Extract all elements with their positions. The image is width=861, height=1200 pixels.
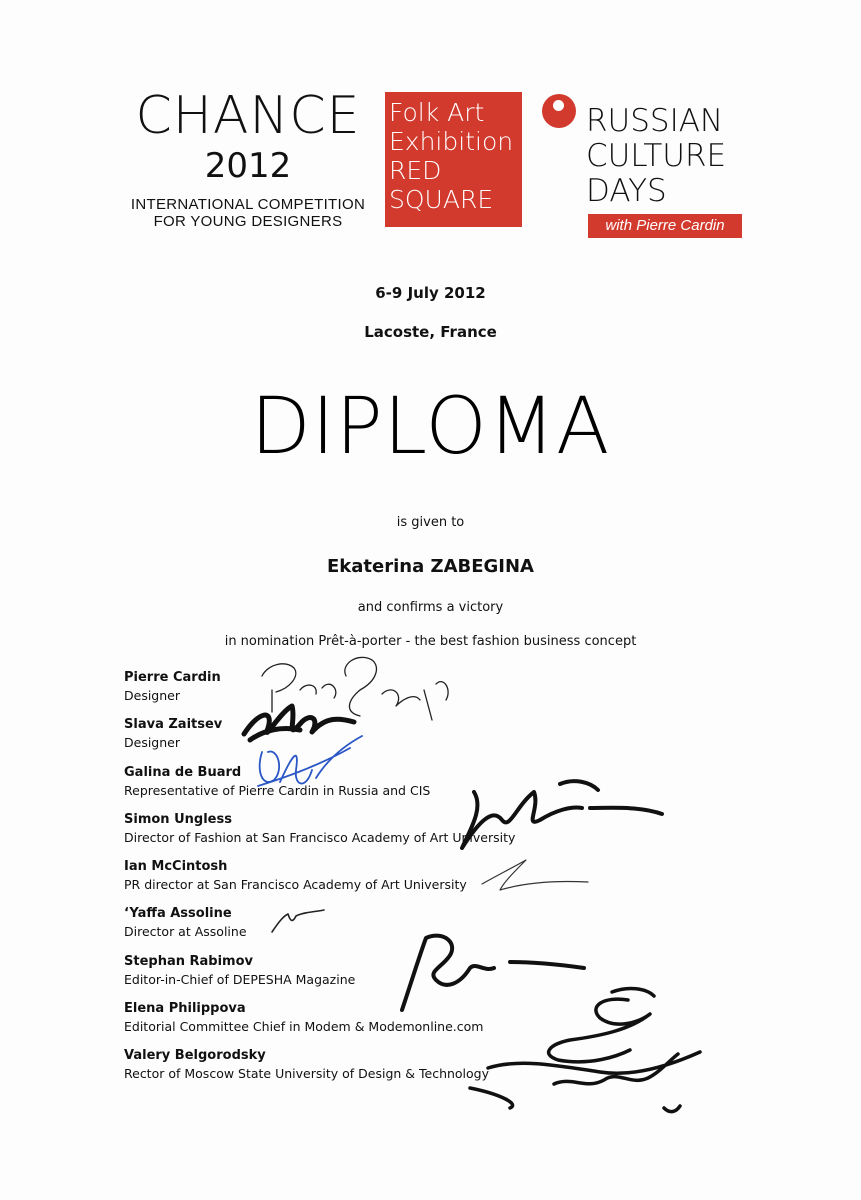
diploma-title: DIPLOMA — [250, 382, 611, 472]
signatory-item — [124, 669, 644, 716]
signatory-role: Designer — [124, 735, 180, 751]
signatory-name: Simon Ungless — [124, 811, 232, 827]
chance-logo — [126, 88, 370, 230]
signatory-item — [124, 953, 644, 1000]
rcd-text — [586, 104, 726, 209]
nomination-text: in nomination Prêt-à-porter - the best fashion business concept — [224, 634, 637, 649]
signatory-item — [124, 1000, 644, 1047]
signatory-item — [124, 858, 644, 905]
exhibition-line2: Exhibition — [389, 127, 514, 156]
signatory-item — [124, 1047, 644, 1094]
chance-title: CHANCE — [135, 86, 361, 146]
signatory-role: PR director at San Francisco Academy of Art University — [124, 877, 467, 893]
recipient-name: Ekaterina ZABEGINA — [327, 556, 534, 577]
event-location: Lacoste, France — [364, 323, 497, 341]
red-dot-icon — [542, 94, 576, 128]
signatory-name: Pierre Cardin — [124, 670, 221, 685]
signatory-name: Slava Zaitsev — [124, 717, 223, 733]
rcd-line3: DAYS — [586, 173, 667, 209]
signatory-name: Stephan Rabimov — [124, 953, 254, 969]
rcd-line2: CULTURE — [586, 138, 727, 174]
chance-subtitle-line1: INTERNATIONAL COMPETITION — [130, 196, 366, 213]
confirms-text: and confirms a victory — [357, 600, 504, 615]
pierre-cardin-badge: with Pierre Cardin — [588, 214, 742, 238]
chance-subtitle-line2: FOR YOUNG DESIGNERS — [153, 213, 343, 230]
signatory-item — [124, 764, 644, 811]
signatory-role: Editor-in-Chief of DEPESHA Magazine — [124, 971, 356, 987]
signatory-name: ‘Yaffa Assoline — [124, 906, 232, 922]
signatory-name: Galina de Buard — [124, 764, 242, 780]
signatory-item — [124, 811, 644, 858]
exhibition-line3: RED — [389, 156, 442, 185]
signatory-item — [124, 905, 644, 952]
event-dates: 6-9 July 2012 — [375, 284, 486, 302]
exhibition-line1: Folk Art — [389, 98, 485, 127]
red-square-logo — [385, 92, 522, 227]
signatory-role: Director at Assoline — [124, 924, 247, 940]
signatory-item — [124, 716, 644, 763]
signatory-role: Representative of Pierre Cardin in Russia and CIS — [124, 782, 431, 798]
chance-subtitle — [126, 196, 370, 230]
signatory-role: Editorial Committee Chief in Modem & Modemonline.com — [124, 1019, 484, 1035]
chance-year: 2012 — [204, 146, 292, 186]
given-to-text: is given to — [396, 515, 465, 530]
signatory-role: Designer — [124, 688, 180, 703]
signatory-name: Valery Belgorodsky — [124, 1048, 266, 1064]
signatory-role: Rector of Moscow State University of Design & Technology — [124, 1066, 490, 1082]
signatory-role: Director of Fashion at San Francisco Academy of Art University — [124, 829, 516, 845]
signatory-name: Ian McCintosh — [124, 859, 228, 875]
rcd-line1: RUSSIAN — [586, 103, 724, 139]
exhibition-line4: SQUARE — [389, 185, 494, 214]
signatory-name: Elena Philippova — [124, 1001, 246, 1017]
signatories-list — [124, 669, 644, 1095]
